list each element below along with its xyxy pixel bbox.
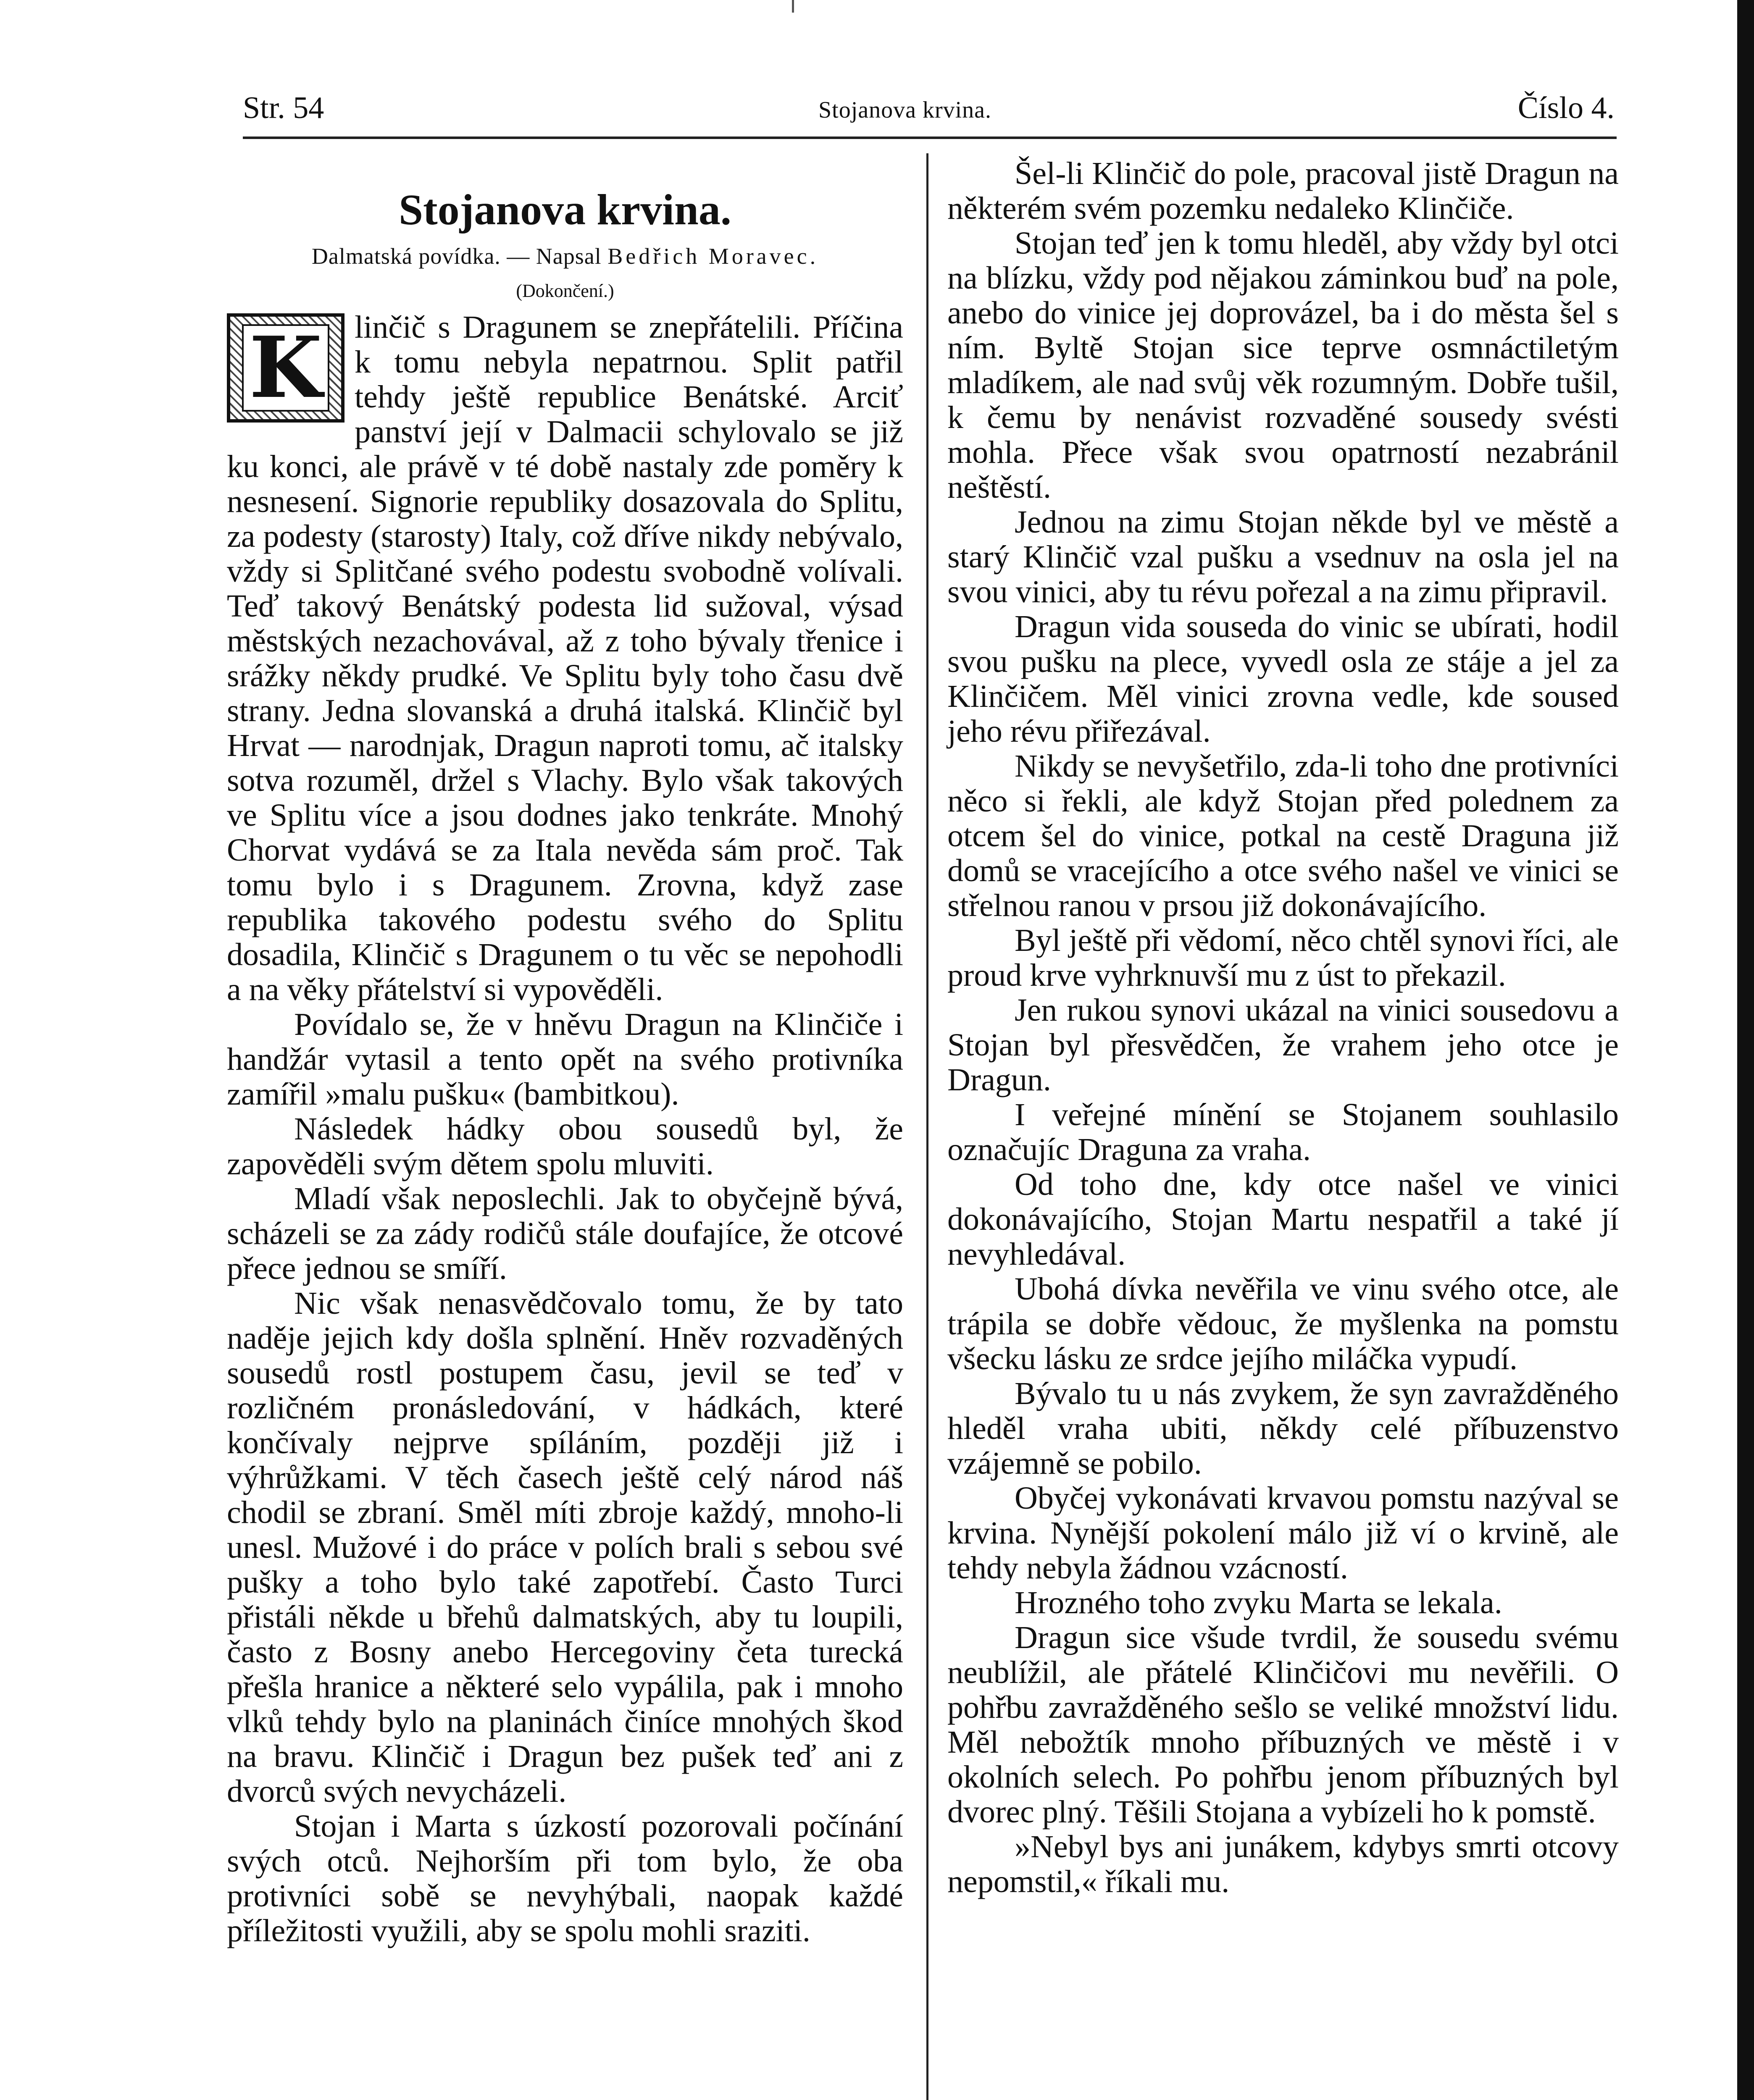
paragraph: Od toho dne, kdy otce našel ve vinici dokonávajícího, Stojan Martu nespatřil a také jí nevyhledával. bbox=[947, 1167, 1619, 1272]
scan-mark bbox=[792, 0, 794, 13]
paragraph: »Nebyl bys ani junákem, kdybys smrti otcovy nepomstil,« říkali mu. bbox=[947, 1829, 1619, 1899]
initial-letter: K bbox=[249, 318, 322, 417]
paragraph: Dragun sice všude tvrdil, že sousedu svému neublížil, ale přátelé Klinčičovi mu nevěřili. O pohřbu zavražděného sešlo se veliké množství lidu. Měl nebožtík mnoho příbuzných ve městě i v okolních selech. Po pohřbu jenom příbuzných byl dvorec plný. Těšili Stojana a vybízeli ho k pomstě. bbox=[947, 1620, 1619, 1830]
paragraph: Následek hádky obou sousedů byl, že zapověděli svým dětem spolu mluviti. bbox=[227, 1111, 903, 1181]
paragraph: Mladí však neposlechli. Jak to obyčejně bývá, scházeli se za zády rodičů stále doufajíce, že otcové přece jednou se smíří. bbox=[227, 1181, 903, 1286]
article-byline bbox=[227, 240, 903, 272]
paragraph: Ubohá dívka nevěřila ve vinu svého otce, ale trápila se dobře vědouc, že myšlenka na pomstu všecku lásku ze srdce jejího miláčka vypudí. bbox=[947, 1271, 1619, 1376]
page-header bbox=[243, 80, 1615, 143]
paragraph: Jen rukou synovi ukázal na vinici sousedovu a Stojan byl přesvědčen, že vrahem jeho otce je Dragun. bbox=[947, 992, 1619, 1097]
paragraph: Povídalo se, že v hněvu Dragun na Klinčiče i handžár vytasil a tento opět na svého protivníka zamířil »malu pušku« (bambitkou). bbox=[227, 1007, 903, 1112]
page-number: Str. 54 bbox=[243, 91, 324, 125]
scan-edge bbox=[1737, 0, 1754, 2100]
paragraph: Hrozného toho zvyku Marta se lekala. bbox=[1015, 1585, 1502, 1620]
paragraph: Byl ještě při vědomí, něco chtěl synovi říci, ale proud krve vyhrknuvší mu z úst to překazil. bbox=[947, 923, 1619, 993]
header-rule bbox=[243, 136, 1617, 139]
issue-number: Číslo 4. bbox=[1517, 91, 1615, 125]
paragraph: Šel-li Klinčič do pole, pracoval jistě Dragun na některém svém pozemku nedaleko Klinčiče. bbox=[947, 156, 1619, 226]
paragraph: linčič s Dragunem se znepřátelili. Příčina k tomu nebyla nepatrnou. Split patřil tehdy ještě republice Benátské. Arciť panství její v Dalmacii schylovalo se již ku konci, ale právě v té době nastaly zde poměry k nesnesení. Signorie republiky dosazovala do Splitu, za podesty (starosty) Italy, což dříve nikdy nebývalo, vždy si Splitčané svého podestu svobodně volívali. Teď takový Benátský podesta lid sužoval, výsad městských nezachovával, až z toho bývaly třenice i srážky někdy prudké. Ve Splitu byly toho času dvě strany. Jedna slovanská a druhá italská. Klinčič byl Hrvat — narodnjak, Dragun naproti tomu, ač italsky sotva rozuměl, držel s Vlachy. Bylo však takových ve Splitu více a jsou dodnes jako tenkráte. Mnohý Chorvat vydává se za Itala nevěda sám proč. Tak tomu bylo i s Dragunem. Zrovna, když zase republika takového podestu svého do Splitu dosadila, Klinčič s Dragunem o tu věc se nepohodli a na věky přátelství si vypověděli. bbox=[227, 310, 903, 1007]
paragraph: Dragun vida souseda do vinic se ubírati, hodil svou pušku na plece, vyvedl osla ze stáje a jel za Klinčičem. Měl vinici zrovna vedle, kde soused jeho révu přiřezával. bbox=[947, 609, 1619, 749]
paragraph: Nic však nenasvědčovalo tomu, že by tato naděje jejich kdy došla splnění. Hněv rozvaděných sousedů rostl postupem času, jevil se teď v rozličném pronásledování, v hádkách, které končívaly nejprve spíláním, později již i výhrůžkami. V těch časech ještě celý národ náš chodil se zbraní. Směl míti zbroje každý, mnoho-li unesl. Mužové i do práce v polích brali s sebou své pušky a toho bylo také zapotřebí. Často Turci přistáli někde u břehů dalmatských, aby tu loupili, často z Bosny anebo Hercegoviny četa turecká přešla hranice a některé selo vypálila, pak i mnoho vlků tehdy bylo na planinách činíce mnohých škod na bravu. Klinčič i Dragun bez pušek teď ani z dvorců svých nevycházeli. bbox=[227, 1286, 903, 1809]
right-column bbox=[947, 156, 1619, 1899]
paragraph: Bývalo tu u nás zvykem, že syn zavražděného hleděl vraha ubiti, někdy celé příbuzenstvo vzájemně se pobilo. bbox=[947, 1376, 1619, 1481]
article-genre: Dalmatská povídka. — Napsal bbox=[311, 244, 602, 269]
paragraph: Stojan teď jen k tomu hleděl, aby vždy byl otci na blízku, vždy pod nějakou záminkou buď na pole, anebo do vinice jej doprovázel, ba i do města šel s ním. Byltě Stojan sice teprve osmnáctiletým mladíkem, ale nad svůj věk rozumným. Dobře tušil, k čemu by nenávist rozvaděné sousedy svésti mohla. Přece však svou opatrností nezabránil neštěstí. bbox=[947, 226, 1619, 505]
paragraph: Nikdy se nevyšetřilo, zda-li toho dne protivníci něco si řekli, ale když Stojan před polednem za otcem šel do vinice, potkal na cestě Draguna již domů se vracejícího a otce svého našel ve vinici se střelnou ranou v prsou již dokonávajícího. bbox=[947, 748, 1619, 923]
column-divider bbox=[926, 153, 928, 2100]
paragraph: Stojan i Marta s úzkostí pozorovali počínání svých otců. Nejhorším při tom bylo, že oba protivníci sobě se nevyhýbali, naopak každé příležitosti využili, aby se spolu mohli sraziti. bbox=[227, 1809, 903, 1948]
continuation-note: (Dokončení.) bbox=[516, 281, 614, 301]
running-title: Stojanova krvina. bbox=[818, 97, 992, 123]
article-title: Stojanova krvina. bbox=[399, 186, 731, 234]
paragraph: Obyčej vykonávati krvavou pomstu nazýval se krvina. Nynější pokolení málo již ví o krvině, ale tehdy nebyla žádnou vzácností. bbox=[947, 1480, 1619, 1586]
article-author: Bedřich Moravec. bbox=[607, 244, 819, 269]
left-column bbox=[227, 185, 903, 1948]
decorated-initial bbox=[227, 313, 344, 423]
paragraph: I veřejné mínění se Stojanem souhlasilo označujíc Draguna za vraha. bbox=[947, 1097, 1619, 1167]
paragraph: Jednou na zimu Stojan někde byl ve městě a starý Klinčič vzal pušku a vsednuv na osla jel na svou vinici, aby tu révu pořezal a na zimu připravil. bbox=[947, 504, 1619, 609]
initial-frame bbox=[242, 318, 329, 417]
